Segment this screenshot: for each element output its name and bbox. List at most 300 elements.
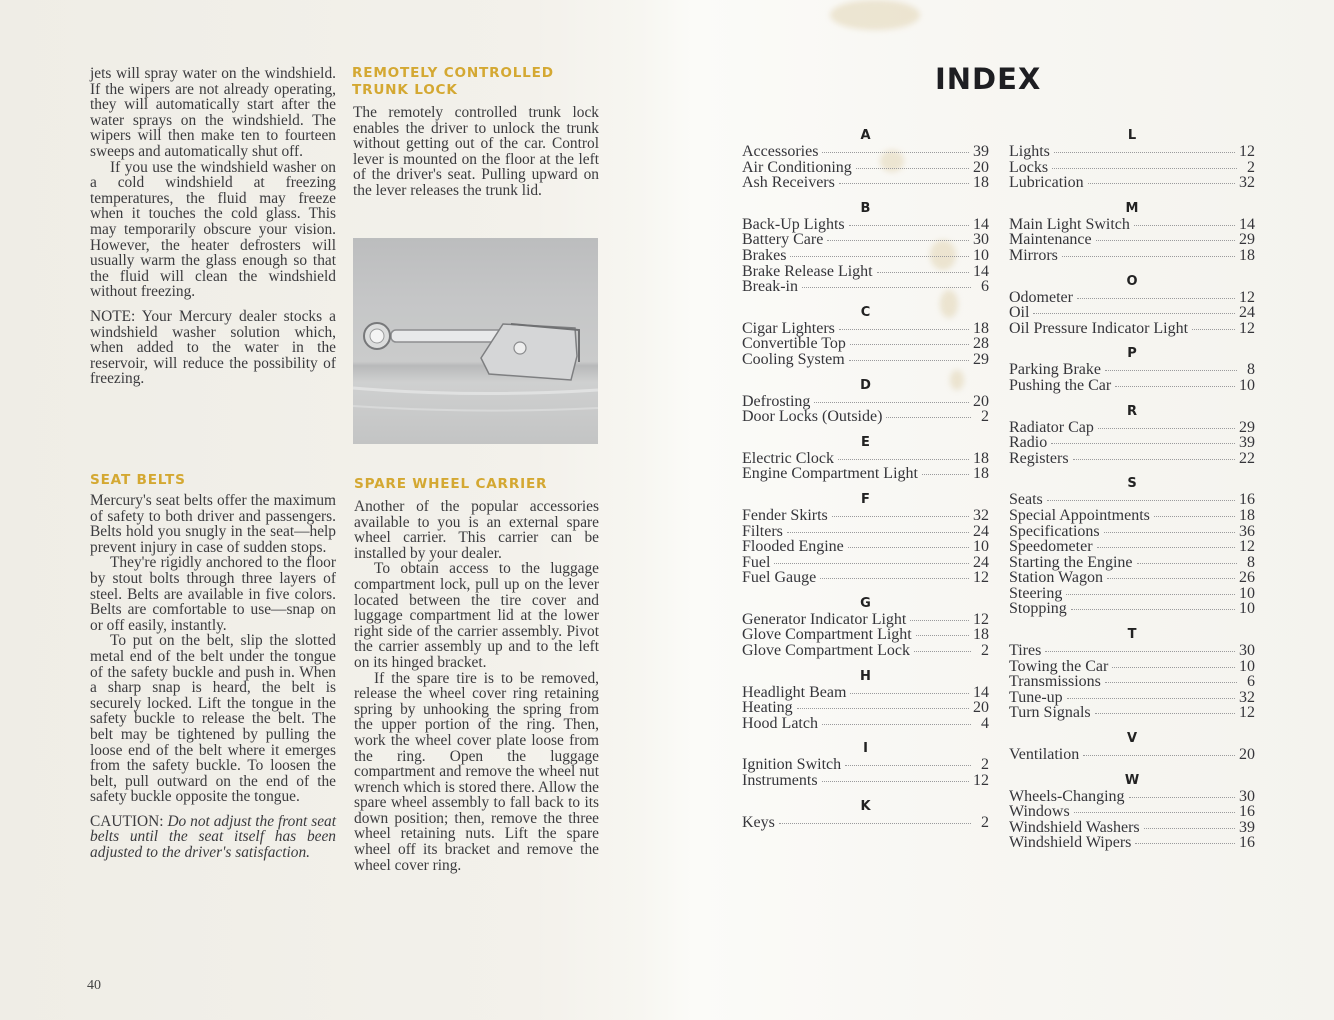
index-entry	[1009, 217, 1255, 233]
index-term: Back-Up Lights	[742, 215, 845, 233]
index-group-w	[1009, 772, 1255, 851]
paragraph: To put on the belt, slip the slotted metal end of the belt under the tongue of the safety buckle and push in. When a sharp snap is heard, the belt is securely locked. Lift the tongue in the safety buckle to release the belt. The belt may be tightened by pulling the loose end of the belt where it emerges from the safety buckle. To loosen the belt, pull outward on the end of the safety buckle opposite the tongue.	[90, 632, 336, 806]
leader-dots	[1067, 698, 1235, 699]
index-page-number: 18	[973, 174, 989, 192]
index-term: Defrosting	[742, 392, 811, 410]
heading-line: REMOTELY CONTROLLED	[352, 65, 554, 81]
leader-dots	[850, 344, 969, 345]
index-entry	[742, 217, 989, 233]
paragraph: To obtain access to the luggage compartment lock, pull up on the lever located between the tire cover and luggage compartment lid at the lower right side of the carrier assembly. Pivot the carrier assembly up and to the left on its hinged bracket.	[354, 560, 599, 671]
index-term: Pushing the Car	[1009, 376, 1112, 394]
index-entry	[1009, 524, 1255, 540]
index-term: Odometer	[1009, 288, 1073, 306]
index-term: Steering	[1009, 584, 1063, 602]
index-entry	[1009, 290, 1255, 306]
index-group-p	[1009, 345, 1255, 393]
index-term: Instruments	[742, 772, 818, 790]
index-page-number: 14	[973, 215, 989, 233]
index-page-number: 2	[981, 813, 989, 831]
index-page-number: 29	[973, 350, 989, 368]
leader-dots	[1074, 812, 1235, 813]
index-entry	[742, 394, 989, 410]
leader-dots	[802, 287, 971, 288]
seat-belts-heading: SEAT BELTS	[90, 472, 186, 488]
leader-dots	[1071, 609, 1235, 610]
index-term: Stopping	[1009, 600, 1067, 618]
index-entry	[742, 612, 989, 628]
paragraph: jets will spray water on the windshield. If the wipers are not already operating, they will automatically start after the water sprays on the windshield. The wipers will then make ten to fourteen sweeps and automatically shut off.	[90, 65, 336, 160]
index-term: Fender Skirts	[742, 506, 828, 524]
index-entry	[1009, 248, 1255, 264]
seat-belts-text	[90, 493, 336, 861]
index-group-h	[742, 668, 989, 732]
index-column-left	[742, 127, 989, 839]
index-page-number: 14	[973, 262, 989, 280]
leader-dots	[1154, 516, 1235, 517]
leader-dots	[914, 651, 971, 652]
paragraph: Mercury's seat belts offer the maximum of safety to both driver and passengers. Belts hold you snugly in the seat—help prevent injury in case of sudden stops.	[90, 492, 336, 556]
leader-dots	[1073, 459, 1235, 460]
index-page-number: 12	[973, 772, 989, 790]
index-group-s	[1009, 475, 1255, 617]
index-letter: G	[860, 595, 871, 611]
leader-dots	[1052, 168, 1237, 169]
paragraph: The remotely controlled trunk lock enables the driver to unlock the trunk without getting out of the car. Control lever is mounted on the floor at the left of the driver's seat. Pulling upward on the lever releases the trunk lid.	[353, 104, 599, 199]
index-entry	[742, 264, 989, 280]
index-term: Air Conditioning	[742, 158, 852, 176]
index-term: Registers	[1009, 449, 1069, 467]
index-page-number: 20	[973, 392, 989, 410]
leader-dots	[1096, 240, 1235, 241]
index-term: Heating	[742, 699, 793, 717]
index-group-e	[742, 434, 989, 482]
index-term: Main Light Switch	[1009, 215, 1130, 233]
index-term: Glove Compartment Lock	[742, 642, 910, 660]
index-term: Speedometer	[1009, 538, 1093, 556]
leader-dots	[1066, 594, 1235, 595]
index-entry	[742, 555, 989, 571]
index-page-number: 24	[973, 522, 989, 540]
leader-dots	[1045, 651, 1235, 652]
trunk-lock-heading	[352, 65, 554, 99]
leader-dots	[827, 240, 969, 241]
leader-dots	[1112, 667, 1235, 668]
index-entry	[742, 627, 989, 643]
index-page-number: 18	[1239, 246, 1255, 264]
index-group-o	[1009, 273, 1255, 337]
leader-dots	[1088, 183, 1235, 184]
index-entry	[742, 508, 989, 524]
index-page-number: 14	[973, 683, 989, 701]
leader-dots	[797, 708, 969, 709]
index-entry	[1009, 674, 1255, 690]
index-term: Generator Indicator Light	[742, 610, 907, 628]
index-page-number: 24	[1239, 304, 1255, 322]
index-entry	[742, 144, 989, 160]
index-term: Electric Clock	[742, 449, 834, 467]
index-group-i	[742, 740, 989, 788]
index-entry	[1009, 659, 1255, 675]
index-entry	[742, 643, 989, 659]
index-page-number: 20	[973, 158, 989, 176]
leader-dots	[1095, 713, 1235, 714]
index-entry	[1009, 321, 1255, 337]
index-entry	[742, 773, 989, 789]
leader-dots	[839, 183, 969, 184]
leader-dots	[856, 168, 969, 169]
index-term: Lubrication	[1009, 174, 1084, 192]
index-page-number: 2	[1247, 158, 1255, 176]
index-term: Door Locks (Outside)	[742, 408, 883, 426]
index-entry	[1009, 643, 1255, 659]
index-group-k	[742, 798, 989, 831]
index-letter: I	[863, 741, 868, 757]
spare-wheel-heading: SPARE WHEEL CARRIER	[354, 476, 548, 492]
paragraph: If you use the windshield washer on a cold windshield at freezing temperatures, the fluid may freeze when it touches the cold glass. This may temporarily obscure your vision. However, the heater defrosters will usually warm the glass enough so that the fluid will clean the windshield without freezing.	[90, 158, 336, 301]
index-page-number: 12	[1239, 143, 1255, 160]
leader-dots	[1051, 443, 1235, 444]
index-letter: K	[860, 798, 871, 814]
index-letter: C	[860, 304, 871, 320]
caution-label: CAUTION:	[90, 812, 168, 830]
index-entry	[742, 466, 989, 482]
index-term: Parking Brake	[1009, 361, 1101, 379]
index-entry	[742, 700, 989, 716]
index-letter: R	[1126, 403, 1137, 419]
index-term: Cooling System	[742, 350, 845, 368]
paragraph: They're rigidly anchored to the floor by stout bolts through three layers of steel. Belts are available in five colors. Belts are comfortable to use—snap on or off easily, instantly.	[90, 554, 336, 634]
index-term: Radio	[1009, 434, 1048, 452]
index-page-number: 18	[973, 449, 989, 467]
index-group-b	[742, 200, 989, 295]
leader-dots	[848, 547, 969, 548]
leader-dots	[1134, 225, 1235, 226]
index-entry	[1009, 420, 1255, 436]
index-letter: B	[860, 200, 871, 216]
index-entry	[1009, 555, 1255, 571]
index-entry	[742, 524, 989, 540]
index-group-v	[1009, 730, 1255, 763]
index-letter: W	[1124, 772, 1140, 788]
index-page-number: 10	[973, 246, 989, 264]
leader-dots	[916, 635, 969, 636]
leader-dots	[1097, 547, 1235, 548]
index-term: Mirrors	[1009, 246, 1058, 264]
index-page-number: 32	[1239, 174, 1255, 192]
index-entry	[742, 232, 989, 248]
index-term: Maintenance	[1009, 231, 1092, 249]
index-term: Seats	[1009, 491, 1043, 509]
index-term: Engine Compartment Light	[742, 465, 918, 483]
index-page-number: 8	[1247, 553, 1255, 571]
index-entry	[742, 175, 989, 191]
index-term: Tune-up	[1009, 688, 1063, 706]
index-term: Convertible Top	[742, 335, 846, 353]
leader-dots	[886, 417, 971, 418]
index-term: Glove Compartment Light	[742, 626, 912, 644]
index-page-number: 10	[1239, 657, 1255, 675]
index-entry	[1009, 160, 1255, 176]
index-entry	[1009, 232, 1255, 248]
index-page-number: 12	[1239, 319, 1255, 337]
index-entry	[742, 321, 989, 337]
index-page-number: 4	[981, 714, 989, 732]
index-letter: T	[1127, 627, 1137, 643]
index-page-number: 12	[1239, 704, 1255, 722]
leader-dots	[820, 578, 969, 579]
index-page-number: 32	[1239, 688, 1255, 706]
leader-dots	[839, 329, 969, 330]
index-entry	[1009, 570, 1255, 586]
index-page-number: 39	[973, 143, 989, 160]
index-term: Ventilation	[1009, 746, 1080, 764]
note-paragraph: NOTE: Your Mercury dealer stocks a windshield washer solution which, when added to the water in the reservoir, will reduce the possibility of freezing.	[90, 307, 336, 388]
index-entry	[1009, 789, 1255, 805]
index-letter: E	[861, 434, 870, 450]
index-term: Turn Signals	[1009, 704, 1091, 722]
index-page-number: 22	[1239, 449, 1255, 467]
index-term: Transmissions	[1009, 673, 1101, 691]
index-column-right	[1009, 127, 1255, 860]
index-page-number: 10	[1239, 376, 1255, 394]
heading-line: TRUNK LOCK	[352, 82, 458, 98]
index-letter: H	[860, 668, 871, 684]
leader-dots	[822, 781, 969, 782]
index-page-number: 2	[981, 756, 989, 774]
spare-wheel-text	[354, 499, 599, 873]
index-term: Accessories	[742, 143, 819, 160]
index-page-number: 16	[1239, 491, 1255, 509]
leader-dots	[1062, 256, 1235, 257]
index-term: Lights	[1009, 143, 1050, 160]
leader-dots	[1105, 682, 1237, 683]
index-page-number: 12	[973, 610, 989, 628]
index-term: Fuel Gauge	[742, 569, 817, 587]
index-entry	[742, 279, 989, 295]
index-page-number: 18	[973, 626, 989, 644]
index-page-number: 16	[1239, 834, 1255, 852]
index-term: Filters	[742, 522, 783, 540]
index-letter: L	[1127, 128, 1137, 143]
leader-dots	[822, 724, 971, 725]
index-group-a	[742, 127, 989, 191]
index-term: Tires	[1009, 642, 1042, 660]
index-group-l	[1009, 127, 1255, 191]
index-page-number: 12	[1239, 288, 1255, 306]
index-entry	[1009, 804, 1255, 820]
leader-dots	[1135, 843, 1235, 844]
leader-dots	[1144, 828, 1235, 829]
leader-dots	[849, 225, 969, 226]
index-page-number: 8	[1247, 361, 1255, 379]
paragraph: If the spare tire is to be removed, release the wheel cover ring retaining spring by unhooking the spring from the upper portion of the ring. Then, work the wheel cover plate loose from the ring. Open the luggage compartment and remove the wheel nut wrench which is stored there. Allow the spare wheel assembly to fall back to its down position; then, remove the three wheel retaining nuts. Lift the spare wheel off its bracket and remove the wheel cover ring.	[354, 669, 599, 874]
paragraph: Another of the popular accessories available to you is an external spare wheel carrier. This carrier can be installed by your dealer.	[354, 498, 599, 562]
index-term: Windshield Washers	[1009, 818, 1140, 836]
index-entry	[1009, 492, 1255, 508]
index-term: Battery Care	[742, 231, 824, 249]
index-page-number: 29	[1239, 418, 1255, 436]
leader-dots	[1105, 370, 1237, 371]
index-letter: D	[860, 377, 871, 393]
index-term: Ash Receivers	[742, 174, 835, 192]
leader-dots	[845, 765, 971, 766]
trunk-lock-text	[353, 105, 599, 199]
index-entry	[1009, 451, 1255, 467]
leader-dots	[1137, 563, 1237, 564]
index-letter: M	[1125, 200, 1139, 216]
index-term: Windows	[1009, 803, 1070, 821]
index-page-number: 36	[1239, 522, 1255, 540]
leader-dots	[838, 459, 969, 460]
trunk-lever-photo	[353, 238, 598, 444]
index-letter: V	[1126, 731, 1138, 747]
caution-paragraph	[90, 814, 336, 861]
leader-dots	[1107, 578, 1235, 579]
index-term: Break-in	[742, 278, 798, 296]
index-page-number: 18	[973, 319, 989, 337]
leader-dots	[1033, 313, 1235, 314]
index-term: Brake Release Light	[742, 262, 873, 280]
leader-dots	[774, 563, 969, 564]
index-group-m	[1009, 200, 1255, 264]
index-page-number: 20	[973, 699, 989, 717]
index-page-number: 2	[981, 642, 989, 660]
index-entry	[1009, 175, 1255, 191]
index-page-number: 12	[1239, 538, 1255, 556]
index-entry	[1009, 362, 1255, 378]
leader-dots	[822, 152, 969, 153]
index-entry	[1009, 835, 1255, 851]
index-letter: S	[1127, 476, 1137, 492]
index-group-t	[1009, 626, 1255, 721]
index-group-g	[742, 595, 989, 659]
leader-dots	[1098, 428, 1235, 429]
index-term: Keys	[742, 813, 775, 831]
leader-dots	[787, 532, 969, 533]
index-page-number: 32	[973, 506, 989, 524]
index-page-number: 10	[973, 538, 989, 556]
index-page-number: 2	[981, 408, 989, 426]
caution-text: Do not adjust the front seat belts until the seat itself has been adjusted to the driver's satisfaction.	[90, 812, 336, 862]
index-entry	[1009, 508, 1255, 524]
index-page-number: 26	[1239, 569, 1255, 587]
index-term: Towing the Car	[1009, 657, 1109, 675]
index-term: Radiator Cap	[1009, 418, 1094, 436]
index-entry	[1009, 820, 1255, 836]
index-term: Brakes	[742, 246, 787, 264]
index-entry	[742, 451, 989, 467]
index-entry	[1009, 144, 1255, 160]
index-entry	[1009, 305, 1255, 321]
index-entry	[742, 570, 989, 586]
leader-dots	[1054, 152, 1235, 153]
index-entry	[742, 336, 989, 352]
index-term: Ignition Switch	[742, 756, 842, 774]
index-page-number: 14	[1239, 215, 1255, 233]
index-entry	[1009, 539, 1255, 555]
index-entry	[1009, 705, 1255, 721]
index-page-number: 39	[1239, 818, 1255, 836]
index-page-number: 18	[1239, 506, 1255, 524]
index-letter: O	[1126, 273, 1138, 289]
index-entry	[1009, 690, 1255, 706]
index-term: Starting the Engine	[1009, 553, 1133, 571]
index-entry	[742, 160, 989, 176]
leader-dots	[1083, 755, 1235, 756]
index-entry	[1009, 601, 1255, 617]
index-title: INDEX	[935, 62, 1042, 96]
paper-stain	[830, 0, 920, 30]
index-group-r	[1009, 403, 1255, 467]
index-entry	[1009, 435, 1255, 451]
index-term: Station Wagon	[1009, 569, 1103, 587]
index-page-number: 28	[973, 335, 989, 353]
index-page-number: 24	[973, 553, 989, 571]
index-page-number: 16	[1239, 803, 1255, 821]
index-page-number: 18	[973, 465, 989, 483]
index-page-number: 30	[1239, 787, 1255, 805]
index-entry	[742, 248, 989, 264]
index-term: Fuel	[742, 553, 771, 571]
index-term: Oil Pressure Indicator Light	[1009, 319, 1189, 337]
leader-dots	[849, 360, 969, 361]
index-entry	[742, 716, 989, 732]
index-term: Flooded Engine	[742, 538, 844, 556]
index-term: Headlight Beam	[742, 683, 847, 701]
index-page-number: 6	[1247, 673, 1255, 691]
index-page-number: 39	[1239, 434, 1255, 452]
lever-illustration	[353, 238, 598, 444]
leader-dots	[779, 823, 971, 824]
index-page-number: 10	[1239, 584, 1255, 602]
index-letter: A	[860, 128, 871, 143]
index-group-c	[742, 304, 989, 368]
index-page-number: 29	[1239, 231, 1255, 249]
leader-dots	[790, 256, 969, 257]
leader-dots	[910, 620, 969, 621]
leader-dots	[1129, 797, 1235, 798]
index-page-number: 30	[973, 231, 989, 249]
index-term: Hood Latch	[742, 714, 818, 732]
index-entry	[742, 815, 989, 831]
index-entry	[742, 352, 989, 368]
leader-dots	[1104, 532, 1235, 533]
index-page-number: 12	[973, 569, 989, 587]
leader-dots	[922, 474, 969, 475]
index-entry	[742, 685, 989, 701]
index-term: Wheels-Changing	[1009, 787, 1125, 805]
index-letter: F	[861, 491, 870, 507]
index-term: Windshield Wipers	[1009, 834, 1132, 852]
index-group-d	[742, 377, 989, 425]
leader-dots	[832, 516, 969, 517]
leader-dots	[850, 693, 969, 694]
index-entry	[1009, 747, 1255, 763]
index-term: Cigar Lighters	[742, 319, 835, 337]
index-term: Locks	[1009, 158, 1049, 176]
index-page-number: 30	[1239, 642, 1255, 660]
index-page-number: 10	[1239, 600, 1255, 618]
index-entry	[1009, 378, 1255, 394]
index-entry	[742, 409, 989, 425]
index-entry	[742, 539, 989, 555]
index-page-number: 20	[1239, 746, 1255, 764]
leader-dots	[1115, 386, 1235, 387]
index-entry	[742, 757, 989, 773]
index-letter: P	[1127, 346, 1137, 362]
leader-dots	[1077, 298, 1235, 299]
leader-dots	[814, 402, 969, 403]
